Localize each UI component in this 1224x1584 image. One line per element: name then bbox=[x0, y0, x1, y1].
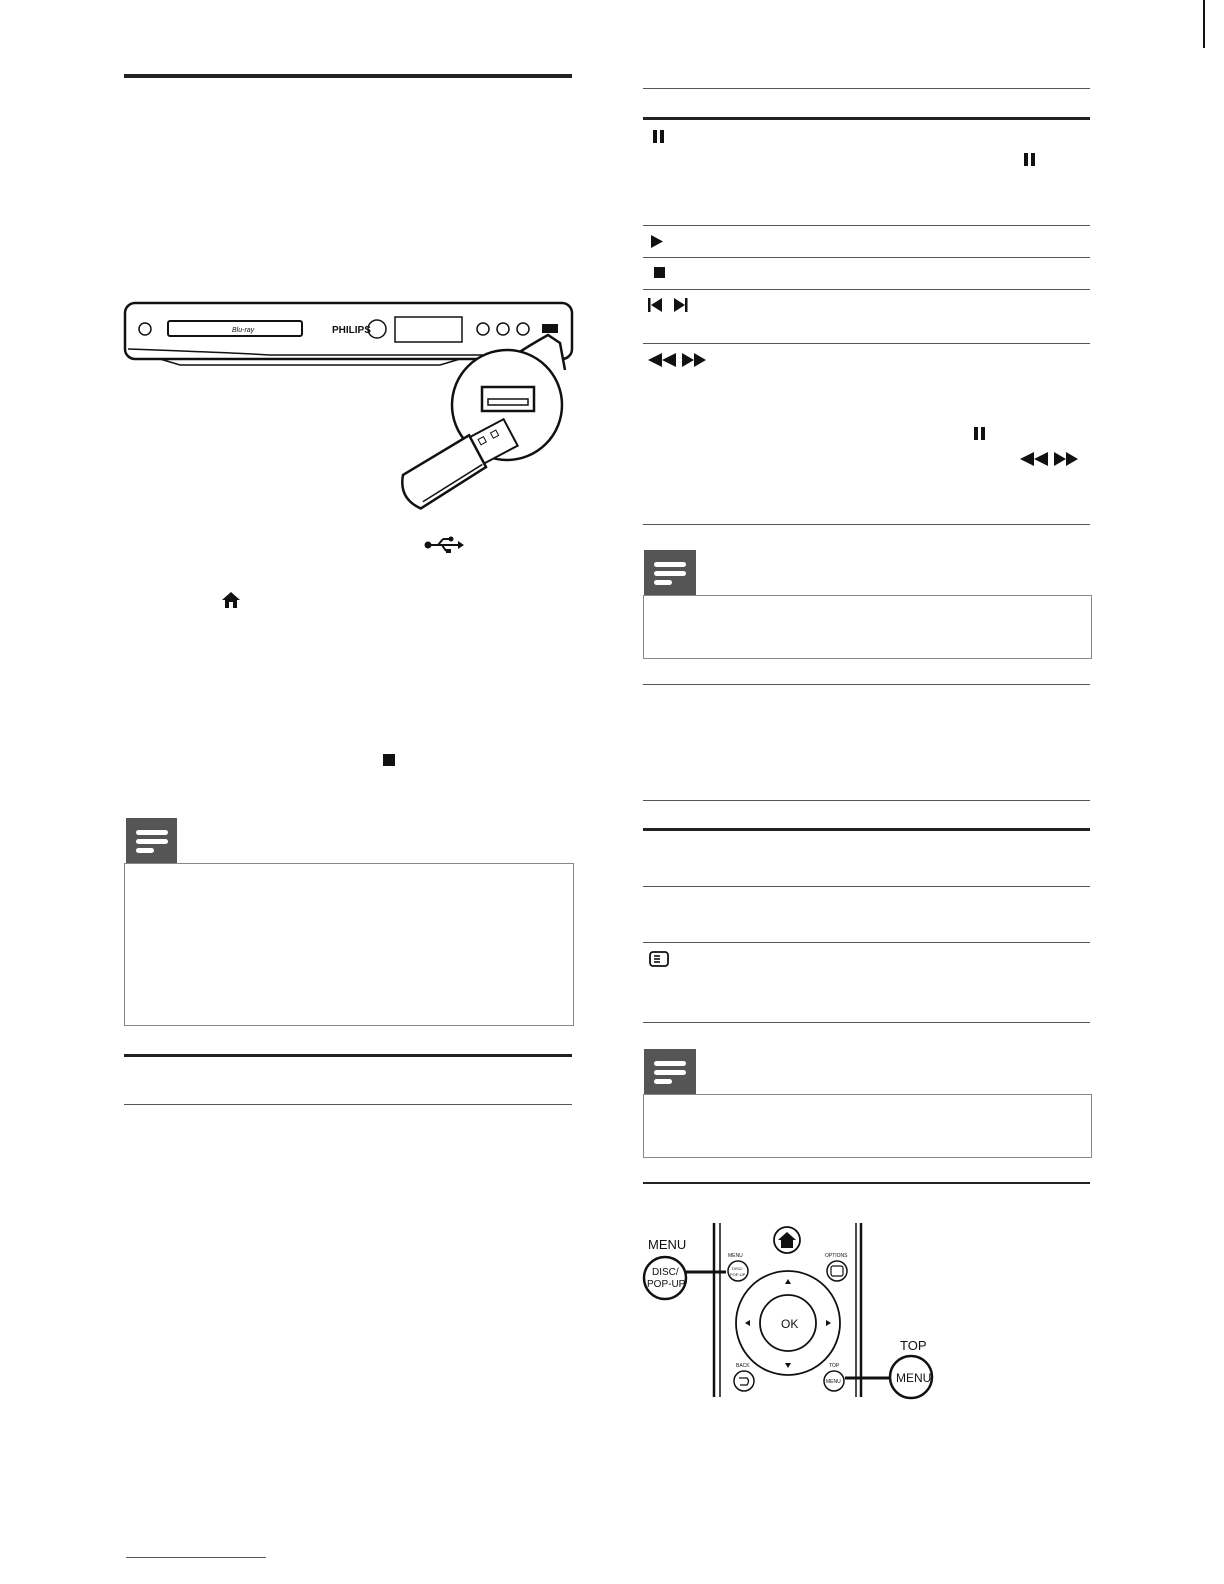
top-label: TOP bbox=[900, 1338, 927, 1353]
section-divider-right bbox=[643, 684, 1090, 685]
menu-label: MENU bbox=[648, 1237, 687, 1252]
section-divider-right bbox=[643, 800, 1090, 801]
pause-icon-inline bbox=[1023, 152, 1037, 166]
usb-port-small bbox=[542, 324, 558, 333]
stop-icon bbox=[383, 754, 395, 766]
svg-text:TOP: TOP bbox=[829, 1363, 840, 1369]
options-icon bbox=[648, 950, 670, 968]
home-icon bbox=[221, 591, 241, 609]
section-divider-left bbox=[124, 1104, 572, 1105]
page-edge-mark bbox=[1203, 0, 1205, 48]
stop-icon bbox=[654, 267, 665, 278]
svg-text:DISC/: DISC/ bbox=[732, 1266, 743, 1271]
previous-next-icon bbox=[648, 297, 690, 313]
note-tab-icon bbox=[644, 1049, 696, 1095]
section-rule-top-left bbox=[124, 74, 572, 78]
rewind-fast-forward-icon bbox=[648, 352, 708, 368]
note-box-right-2 bbox=[643, 1094, 1092, 1158]
disc-popup-button-small bbox=[728, 1261, 748, 1281]
pause-icon-inline bbox=[973, 426, 987, 440]
svg-text:MENU: MENU bbox=[826, 1379, 841, 1385]
table-bottom-rule bbox=[643, 1022, 1090, 1023]
section-rule-bottom-left bbox=[124, 1054, 572, 1057]
svg-text:Blu-ray: Blu-ray bbox=[232, 327, 255, 334]
rewind-fast-forward-icon-inline bbox=[1019, 451, 1081, 467]
brand-logo: PHILIPS bbox=[332, 325, 371, 336]
svg-text:POP-UP: POP-UP bbox=[647, 1279, 686, 1290]
usb-icon bbox=[424, 536, 464, 554]
svg-text:DISC/: DISC/ bbox=[652, 1267, 679, 1278]
svg-text:BACK: BACK bbox=[736, 1363, 750, 1369]
table-top-rule bbox=[643, 117, 1090, 120]
table-row-divider bbox=[643, 942, 1090, 943]
footer-link-underline[interactable] bbox=[126, 1557, 266, 1558]
table-row-divider bbox=[643, 289, 1090, 290]
note-tab-icon bbox=[126, 818, 177, 864]
svg-text:POP-UP: POP-UP bbox=[730, 1272, 746, 1277]
section-rule-right bbox=[643, 828, 1090, 831]
table-row-divider bbox=[643, 343, 1090, 344]
table-header-rule bbox=[643, 88, 1090, 89]
usb-connection-illustration bbox=[120, 295, 580, 510]
svg-text:OK: OK bbox=[781, 1317, 799, 1331]
section-rule-right-bottom bbox=[643, 1182, 1090, 1184]
table-bottom-rule bbox=[643, 524, 1090, 525]
svg-text:OPTIONS: OPTIONS bbox=[825, 1253, 848, 1259]
note-tab-icon bbox=[644, 550, 696, 596]
back-button-icon bbox=[734, 1371, 754, 1391]
play-icon bbox=[650, 234, 664, 248]
svg-text:MENU: MENU bbox=[896, 1371, 932, 1385]
note-box-right-1 bbox=[643, 595, 1092, 659]
note-box-left bbox=[124, 863, 574, 1026]
disc-popup-button-large bbox=[644, 1257, 686, 1299]
table-row-divider bbox=[643, 257, 1090, 258]
options-button-icon bbox=[827, 1261, 847, 1281]
svg-text:MENU: MENU bbox=[728, 1253, 743, 1259]
table-row-divider bbox=[643, 886, 1090, 887]
table-row-divider bbox=[643, 225, 1090, 226]
pause-icon bbox=[652, 129, 666, 143]
remote-menu-illustration bbox=[640, 1215, 940, 1405]
